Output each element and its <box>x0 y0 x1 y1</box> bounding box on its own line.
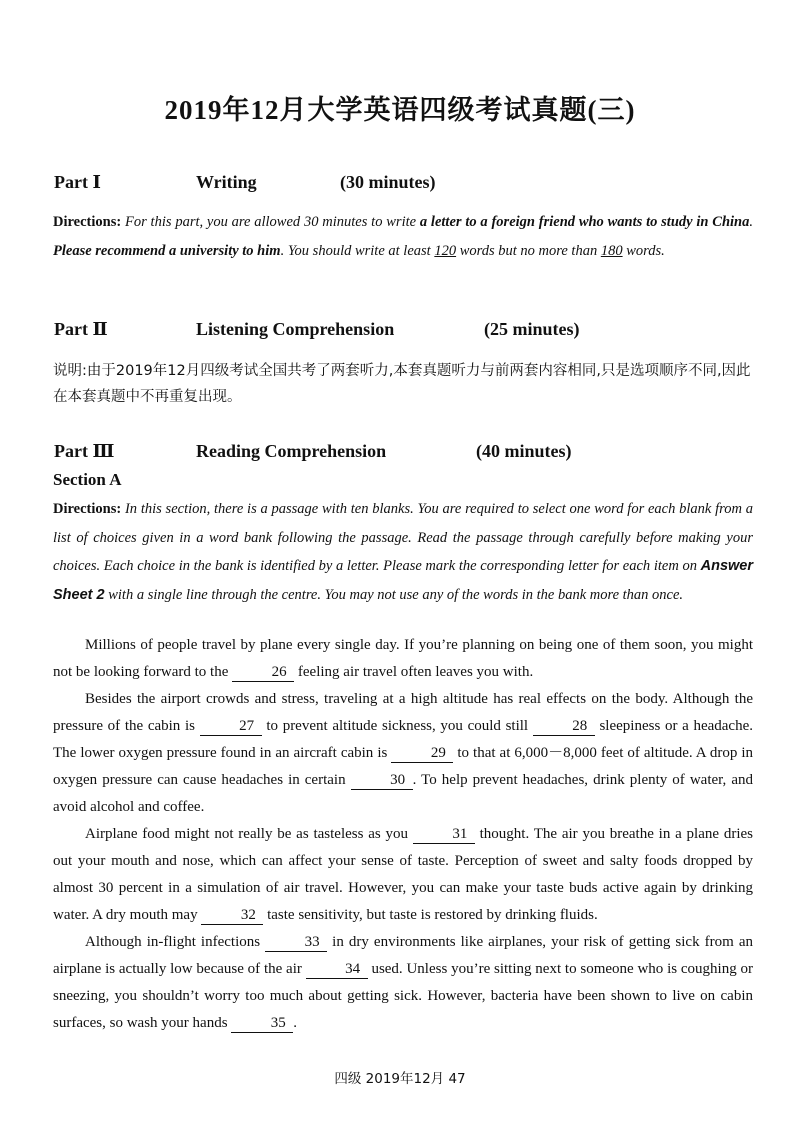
part1-name: Writing <box>196 172 257 192</box>
directions-label: Directions: <box>53 214 122 230</box>
page-footer: 四级 2019年12月 47 <box>334 1071 466 1087</box>
part1-time: (30 minutes) <box>340 172 436 192</box>
blank-29: 29 <box>391 745 453 763</box>
part2-heading <box>54 319 754 345</box>
min-words: 120 <box>434 242 457 259</box>
part1-directions: Directions: For this part, you are allowed 30 minutes to write a letter to a foreign friend who wants to study in China. Please recommend a university to him. You should write at least 120 words but no more than 180 words. <box>53 214 753 259</box>
blank-30: 30 <box>351 772 413 790</box>
blank-28: 28 <box>533 718 595 736</box>
part2-note: 说明:由于2019年12月四级考试全国共考了两套听力,本套真题听力与前两套内容相同,只是选项顺序不同,因此在本套真题中不再重复出现。 <box>53 363 751 405</box>
blank-26: 26 <box>232 664 294 682</box>
blank-33: 33 <box>265 934 327 952</box>
part2-name: Listening Comprehension <box>196 319 395 339</box>
part2-label: Part Ⅱ <box>54 319 108 339</box>
section-a-heading: Section A <box>53 470 122 489</box>
blank-32: 32 <box>201 907 263 925</box>
part1-label: Part Ⅰ <box>54 172 101 192</box>
paragraph-2: Besides the airport crowds and stress, traveling at a high altitude has real effects on the body. Although the pressure of the cabin is 27 to prevent altitude sickness, you could still 28 sleepiness or a headache. The lower oxygen pressure found in an aircraft cabin is 29 to that at 6,000－8,000 feet of altitude. A drop in oxygen pressure can cause headaches in certain 30 . To help prevent headaches, drink plenty of water, and avoid alcohol and coffee. <box>53 691 753 815</box>
part3-label: Part Ⅲ <box>54 441 115 461</box>
part3-heading <box>54 441 754 467</box>
paragraph-3: Airplane food might not really be as tasteless as you 31 thought. The air you breathe in a plane dries out your mouth and nose, which can affect your sense of taste. Perception of sweet and salty foods dropped by almost 30 percent in a simulation of air travel. However, you can make your taste buds active again by drinking water. A dry mouth may 32 taste sensitivity, but taste is restored by drinking fluids. <box>53 826 753 923</box>
part1-heading <box>54 172 754 198</box>
part3-directions: Directions: In this section, there is a passage with ten blanks. You are required to select one word for each blank from a list of choices given in a word bank following the passage. Read the passage through carefully before making your choices. Each choice in the bank is identified by a letter. Please mark the corresponding letter for each item on Answer Sheet 2 with a single line through the centre. You may not use any of the words in the bank more than once. <box>53 501 753 603</box>
blank-34: 34 <box>306 961 368 979</box>
answer-sheet-label: Answer Sheet 2 <box>53 558 753 603</box>
blank-27: 27 <box>200 718 262 736</box>
page-title: 2019年12月大学英语四级考试真题(三) <box>164 95 636 125</box>
paragraph-1: Millions of people travel by plane every single day. If you’re planning on being one of them soon, you might not be looking forward to the 26 feeling air travel often leaves you with. <box>53 637 753 680</box>
blank-31: 31 <box>413 826 475 844</box>
part3-time: (40 minutes) <box>476 441 572 461</box>
max-words: 180 <box>600 242 623 259</box>
part3-name: Reading Comprehension <box>196 441 387 461</box>
directions-label: Directions: <box>53 501 122 517</box>
blank-35: 35 <box>231 1015 293 1033</box>
part2-time: (25 minutes) <box>484 319 580 339</box>
reading-passage <box>53 632 753 1037</box>
paragraph-4: Although in-flight infections 33 in dry environments like airplanes, your risk of getting sick from an airplane is actually low because of the air 34 used. Unless you’re sitting next to someone who is coughing or sneezing, you shouldn’t worry too much about getting sick. However, bacteria have been shown to live on cabin surfaces, so wash your hands 35 . <box>53 934 753 1031</box>
